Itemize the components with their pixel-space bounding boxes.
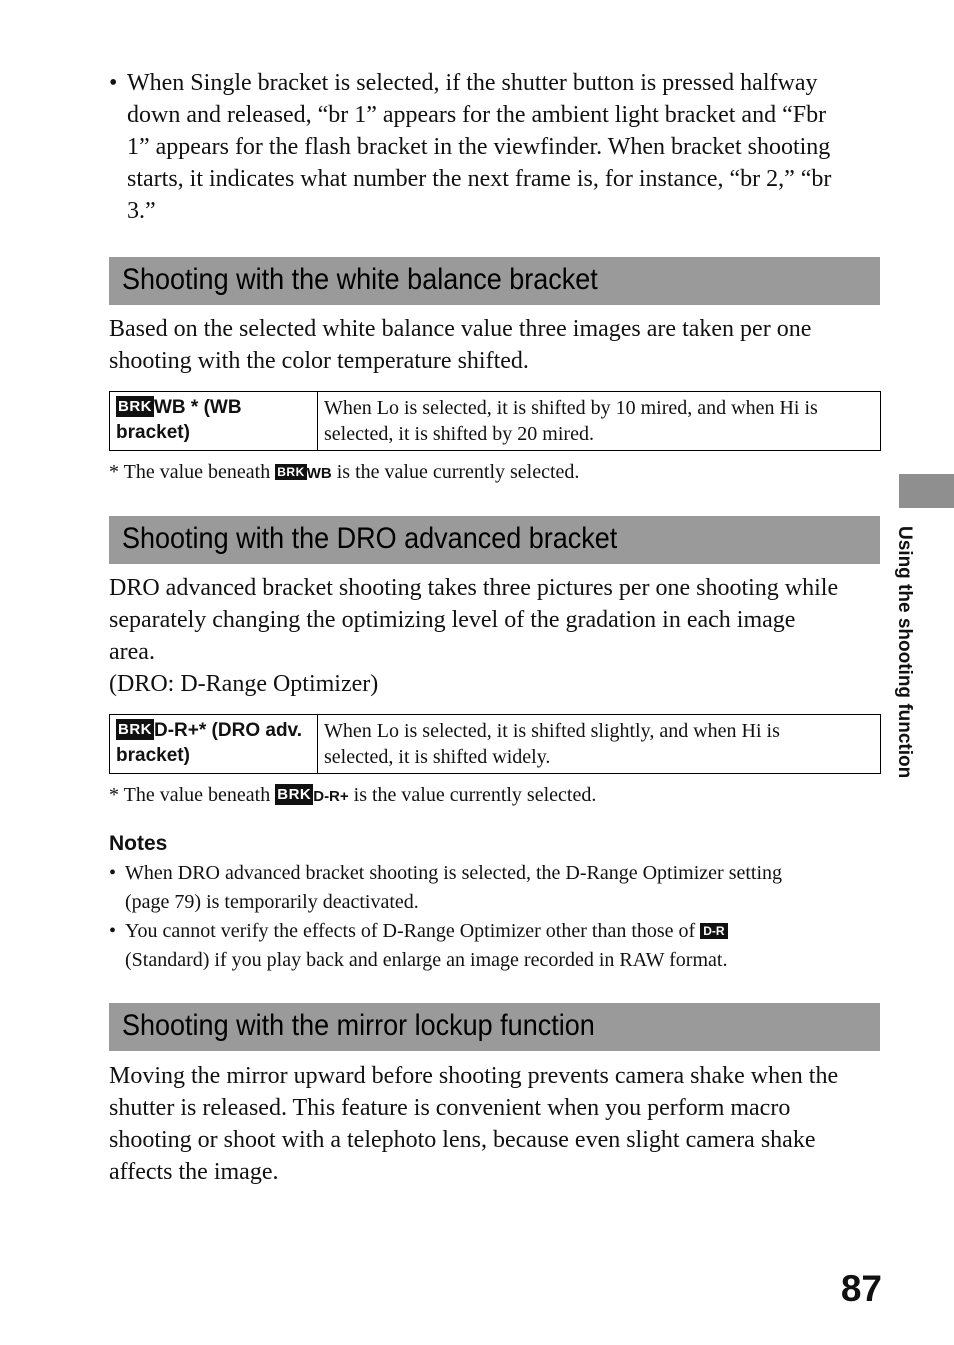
- text-line: [125, 917, 728, 946]
- table-row: [110, 715, 881, 774]
- brk-icon: BRK: [118, 398, 152, 415]
- text-line: 1” appears for the flash bracket in the viewfinder. When bracket shooting: [127, 134, 831, 160]
- wb-bracket-label: * (WB: [185, 397, 242, 418]
- wb-icon: WB: [306, 465, 332, 482]
- mirror-lockup-heading: Shooting with the mirror lockup function: [122, 1009, 595, 1042]
- dro-plus-icon: D-R+: [313, 788, 349, 805]
- bullet-marker: •: [109, 920, 117, 942]
- d-range-standard-icon: D-R: [700, 923, 727, 939]
- dro-bracket-label: * (DRO adv.: [198, 720, 302, 741]
- text-line: When DRO advanced bracket shooting is selected, the D-Range Optimizer setting: [125, 862, 783, 884]
- dro-bracket-label-cell: [110, 715, 318, 774]
- wb-icon: WB: [154, 397, 186, 418]
- text-line: (Standard) if you play back and enlarge an image recorded in RAW format.: [125, 949, 728, 971]
- wb-bracket-description: [318, 392, 881, 451]
- brk-icon: BRK: [118, 721, 152, 738]
- chapter-side-label: Using the shooting function: [894, 526, 915, 779]
- footnote-text: * The value beneath: [109, 784, 276, 806]
- dro-plus-icon: D-R+: [154, 720, 199, 741]
- text-line: (page 79) is temporarily deactivated.: [125, 891, 419, 913]
- text-line: Based on the selected white balance value three images are taken per one: [109, 316, 812, 342]
- dro-bracket-intro: [109, 572, 884, 700]
- text-line: When Lo is selected, it is shifted by 10 mired, and when Hi is: [324, 397, 818, 419]
- wb-bracket-table: [109, 391, 881, 451]
- text-line: area.: [109, 639, 155, 665]
- note-text: [125, 917, 728, 975]
- dro-bracket-footnote: [109, 782, 884, 810]
- text-line: shooting or shoot with a telephoto lens, because even slight camera shake: [109, 1127, 816, 1153]
- text-line: When Single bracket is selected, if the shutter button is pressed halfway: [127, 70, 818, 96]
- intro-bullet-text: [127, 67, 831, 227]
- bullet-marker: •: [109, 862, 117, 884]
- footnote-text: * The value beneath: [109, 461, 276, 483]
- intro-bullet: [109, 67, 884, 227]
- footnote-text: is the value currently selected.: [353, 784, 597, 806]
- brk-icon: BRK: [277, 465, 305, 479]
- note-item: [109, 859, 884, 917]
- wb-bracket-heading-bar: [109, 257, 880, 305]
- note-item: [109, 917, 884, 975]
- notes-title: Notes: [109, 832, 168, 855]
- dro-bracket-description: [318, 715, 881, 774]
- text-line: 3.”: [127, 198, 156, 224]
- text-line: shooting with the color temperature shifted.: [109, 348, 529, 374]
- dro-bracket-table: [109, 714, 881, 774]
- chapter-tab-marker: [899, 474, 954, 508]
- wb-bracket-intro: [109, 313, 884, 377]
- mirror-lockup-body: [109, 1060, 884, 1188]
- text-line: affects the image.: [109, 1159, 279, 1185]
- text-line: selected, it is shifted by 20 mired.: [324, 423, 594, 445]
- brk-icon: BRK: [277, 786, 312, 803]
- mirror-lockup-heading-bar: [109, 1003, 880, 1051]
- dro-bracket-heading: Shooting with the DRO advanced bracket: [122, 522, 618, 555]
- wb-bracket-label-cell: [110, 392, 318, 451]
- wb-bracket-footnote: [109, 459, 884, 487]
- text-line: starts, it indicates what number the next frame is, for instance, “br 2,” “br: [127, 166, 832, 192]
- text-line: Moving the mirror upward before shooting prevents camera shake when the: [109, 1063, 839, 1089]
- table-row: [110, 392, 881, 451]
- wb-bracket-heading: Shooting with the white balance bracket: [122, 263, 598, 296]
- text-line: selected, it is shifted widely.: [324, 746, 551, 768]
- note-text: [125, 859, 782, 917]
- bullet-marker: •: [109, 70, 118, 96]
- wb-bracket-label-line2: bracket): [116, 422, 190, 443]
- dro-bracket-label-line2: bracket): [116, 745, 190, 766]
- text-line: shutter is released. This feature is convenient when you perform macro: [109, 1095, 791, 1121]
- text-line: down and released, “br 1” appears for the ambient light bracket and “Fbr: [127, 102, 827, 128]
- text-line: (DRO: D-Range Optimizer): [109, 671, 379, 697]
- dro-bracket-heading-bar: [109, 516, 880, 564]
- text-line: separately changing the optimizing level of the gradation in each image: [109, 607, 796, 633]
- note-text-segment: You cannot verify the effects of D-Range Optimizer other than those of: [125, 920, 701, 942]
- footnote-text: is the value currently selected.: [336, 461, 580, 483]
- page-number: 87: [840, 1268, 882, 1309]
- text-line: DRO advanced bracket shooting takes three pictures per one shooting while: [109, 575, 839, 601]
- text-line: When Lo is selected, it is shifted slightly, and when Hi is: [324, 720, 780, 742]
